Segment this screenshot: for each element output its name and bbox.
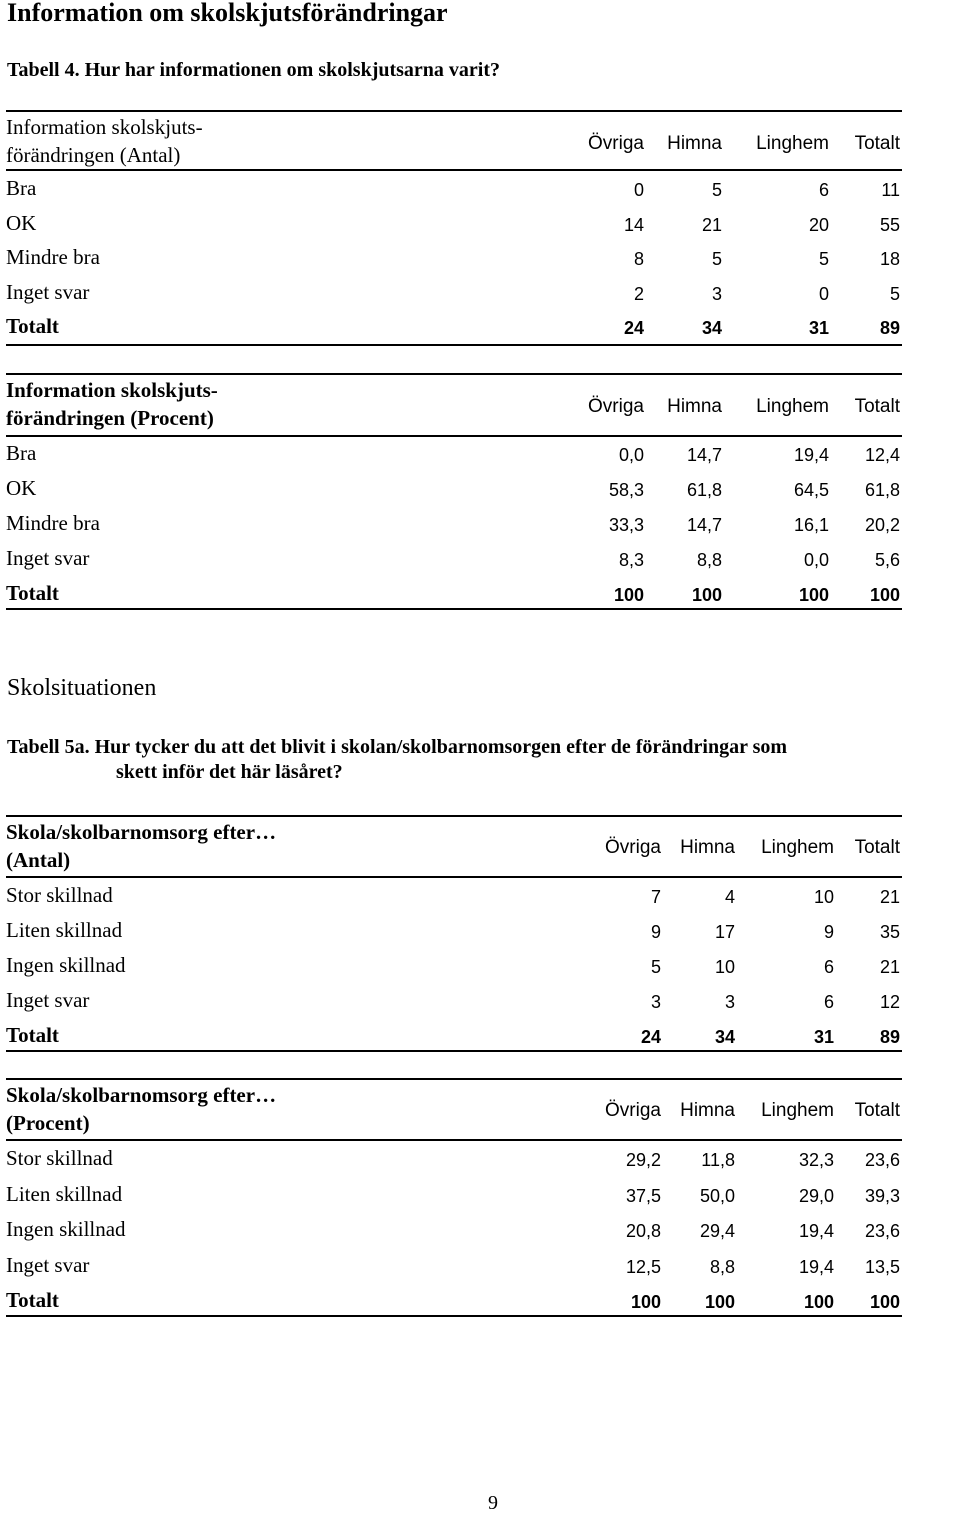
table-cell: 0,0 — [803, 550, 829, 570]
table-cell: 0 — [633, 180, 644, 200]
table-total-row — [6, 312, 902, 346]
table-header-label-line2: förändringen (Antal) — [6, 143, 181, 167]
table-cell: 24 — [640, 1027, 661, 1047]
table-header-label-line1: Information skolskjuts- — [6, 115, 203, 139]
table-cell: 14,7 — [686, 445, 722, 465]
table-header-label-line1: Information skolskjuts- — [6, 378, 218, 402]
table-cell: 5,6 — [874, 550, 900, 570]
table-cell: 20,8 — [625, 1221, 661, 1241]
column-header-3: Totalt — [854, 837, 900, 858]
table-cell: 2 — [633, 283, 644, 304]
table-row — [6, 916, 902, 950]
table-cell: 23,6 — [864, 1221, 900, 1241]
table-row — [6, 1144, 902, 1178]
table-row — [6, 544, 902, 578]
table-cell: 16,1 — [793, 515, 829, 535]
table-cell: 89 — [879, 318, 900, 338]
table-cell: 100 — [869, 1292, 900, 1312]
row-label: Ingen skillnad — [6, 953, 126, 977]
table-cell: 14 — [623, 214, 644, 235]
table-cell: 19,4 — [798, 1256, 834, 1277]
table-cell: 8,8 — [696, 550, 722, 570]
column-header-0: Övriga — [605, 837, 661, 858]
row-label: Mindre bra — [6, 245, 100, 269]
table-bottom-rule — [6, 344, 902, 346]
table-row — [6, 986, 902, 1020]
table-header-rule — [6, 169, 902, 171]
table-information-antal — [6, 110, 902, 350]
table-header-label-line2: (Antal) — [6, 848, 71, 872]
row-label: Liten skillnad — [6, 918, 123, 942]
table-cell: 9 — [650, 922, 661, 942]
row-label: Ingen skillnad — [6, 1217, 126, 1241]
table-row — [6, 881, 902, 915]
table-column-headers — [6, 132, 902, 156]
table-row — [6, 174, 902, 208]
row-label: Totalt — [6, 314, 59, 338]
table-cell: 39,3 — [864, 1185, 900, 1206]
row-label: Totalt — [6, 1288, 59, 1312]
table-cell: 29,4 — [699, 1221, 735, 1241]
table-cell: 17 — [714, 922, 735, 942]
table-cell: 32,3 — [798, 1150, 834, 1170]
table-cell: 100 — [630, 1292, 661, 1312]
table-row — [6, 1251, 902, 1285]
table-header-label-line1: Skola/skolbarnomsorg efter… — [6, 820, 277, 844]
table-cell: 100 — [869, 585, 900, 605]
table-cell: 0 — [818, 283, 829, 304]
column-header-1: Himna — [680, 1100, 735, 1121]
table-cell: 20 — [808, 214, 829, 235]
column-header-3: Totalt — [854, 1100, 900, 1121]
table-cell: 29,2 — [625, 1150, 661, 1170]
column-header-1: Himna — [667, 396, 722, 417]
table-cell: 61,8 — [864, 480, 900, 500]
table-cell: 5 — [650, 957, 661, 977]
table-cell: 89 — [879, 1027, 900, 1047]
table-skola-antal — [6, 815, 902, 1055]
table-bottom-rule — [6, 608, 902, 610]
table-cell: 31 — [808, 318, 829, 338]
section-title-skolsituationen: Skolsituationen — [7, 675, 157, 701]
column-header-0: Övriga — [588, 133, 644, 154]
row-label: Liten skillnad — [6, 1181, 123, 1206]
table-cell: 12,5 — [625, 1256, 661, 1277]
table-top-rule — [6, 1078, 902, 1080]
table-header-label-line2: förändringen (Procent) — [6, 406, 214, 430]
table-cell: 5 — [889, 283, 900, 304]
table-cell: 100 — [704, 1292, 735, 1312]
table-cell: 7 — [650, 887, 661, 907]
table-cell: 21 — [879, 887, 900, 907]
table-cell: 14,7 — [686, 515, 722, 535]
table-cell: 8,8 — [709, 1256, 735, 1277]
row-label: OK — [6, 210, 37, 235]
table-header-rule — [6, 435, 902, 437]
table-cell: 64,5 — [793, 480, 829, 500]
table-cell: 20,2 — [864, 515, 900, 535]
table-cell: 29,0 — [798, 1185, 834, 1206]
table-cell: 24 — [623, 318, 644, 338]
table-cell: 12 — [879, 992, 900, 1012]
table-cell: 34 — [701, 318, 722, 338]
table-cell: 21 — [701, 214, 722, 235]
table-cell: 6 — [823, 992, 834, 1012]
column-header-3: Totalt — [854, 133, 900, 154]
table-cell: 31 — [813, 1027, 834, 1047]
table-cell: 13,5 — [864, 1256, 900, 1277]
row-label: Inget svar — [6, 546, 90, 570]
table-cell: 100 — [803, 1292, 834, 1312]
table-cell: 100 — [613, 585, 644, 605]
table-row — [6, 951, 902, 985]
table-cell: 12,4 — [864, 445, 900, 465]
row-label: Mindre bra — [6, 511, 100, 535]
row-label: Inget svar — [6, 1252, 90, 1277]
table-cell: 3 — [650, 992, 661, 1012]
table-header-rule — [6, 1139, 902, 1141]
row-label: Totalt — [6, 581, 59, 605]
column-header-2: Linghem — [761, 837, 834, 858]
table-cell: 50,0 — [699, 1185, 735, 1206]
table-column-headers — [6, 1099, 902, 1123]
table-row — [6, 1180, 902, 1214]
row-label: Stor skillnad — [6, 883, 113, 907]
table-cell: 61,8 — [686, 480, 722, 500]
row-label: Inget svar — [6, 988, 90, 1012]
table-top-rule — [6, 373, 902, 375]
table-cell: 8 — [633, 249, 644, 269]
table4-caption: Tabell 4. Hur har informationen om skolskjutsarna varit? — [7, 59, 501, 81]
table-cell: 6 — [823, 957, 834, 977]
table-row — [6, 278, 902, 312]
table-header-label-line2: (Procent) — [6, 1111, 90, 1135]
table-row — [6, 209, 902, 243]
table-cell: 100 — [691, 585, 722, 605]
page-heading: Information om skolskjutsförändringar — [7, 0, 448, 27]
table-top-rule — [6, 815, 902, 817]
row-label: Bra — [6, 176, 37, 200]
table-cell: 19,4 — [798, 1221, 834, 1241]
table-cell: 33,3 — [608, 515, 644, 535]
column-header-1: Himna — [680, 837, 735, 858]
table5-caption-line2: skett inför det här läsåret? — [116, 761, 343, 783]
table-cell: 55 — [879, 214, 900, 235]
table-row — [6, 1215, 902, 1249]
table-cell: 37,5 — [625, 1185, 661, 1206]
row-label: Totalt — [6, 1023, 59, 1047]
column-header-0: Övriga — [605, 1100, 661, 1121]
column-header-3: Totalt — [854, 396, 900, 417]
table-skola-procent — [6, 1078, 902, 1318]
table-bottom-rule — [6, 1315, 902, 1317]
column-header-1: Himna — [667, 133, 722, 154]
table-cell: 4 — [724, 887, 735, 907]
row-label: Inget svar — [6, 279, 90, 304]
table-cell: 58,3 — [608, 480, 644, 500]
page-number: 9 — [488, 1492, 498, 1514]
table-cell: 34 — [714, 1027, 735, 1047]
table-cell: 10 — [714, 957, 735, 977]
table-cell: 18 — [879, 249, 900, 269]
table-header-label-line1: Skola/skolbarnomsorg efter… — [6, 1083, 277, 1107]
table-cell: 5 — [818, 249, 829, 269]
table-cell: 23,6 — [864, 1150, 900, 1170]
row-label: OK — [6, 476, 37, 500]
table-row — [6, 243, 902, 277]
row-label: Bra — [6, 441, 37, 465]
table-row — [6, 439, 902, 473]
table-cell: 9 — [823, 922, 834, 942]
table-cell: 5 — [711, 180, 722, 200]
column-header-2: Linghem — [761, 1100, 834, 1121]
table-cell: 10 — [813, 887, 834, 907]
table-cell: 3 — [724, 992, 735, 1012]
table-cell: 19,4 — [793, 445, 829, 465]
table5-caption-line1: Tabell 5a. Hur tycker du att det blivit i skolan/skolbarnomsorgen efter de förändringar som — [7, 736, 788, 758]
table-header-rule — [6, 876, 902, 878]
table-information-procent — [6, 373, 902, 613]
table-cell: 3 — [711, 283, 722, 304]
row-label: Stor skillnad — [6, 1146, 113, 1170]
table-column-headers — [6, 395, 902, 419]
table-bottom-rule — [6, 1050, 902, 1052]
table-cell: 100 — [798, 585, 829, 605]
table-row — [6, 509, 902, 543]
column-header-2: Linghem — [756, 133, 829, 154]
table-cell: 35 — [879, 922, 900, 942]
table-cell: 21 — [879, 957, 900, 977]
table-column-headers — [6, 836, 902, 860]
column-header-0: Övriga — [588, 396, 644, 417]
table-cell: 11 — [881, 180, 900, 200]
table-row — [6, 474, 902, 508]
table-cell: 11,8 — [701, 1150, 735, 1170]
table-cell: 8,3 — [618, 550, 644, 570]
table-cell: 6 — [818, 180, 829, 200]
table-cell: 5 — [711, 249, 722, 269]
column-header-2: Linghem — [756, 396, 829, 417]
table-cell: 0,0 — [618, 445, 644, 465]
table-top-rule — [6, 110, 902, 112]
